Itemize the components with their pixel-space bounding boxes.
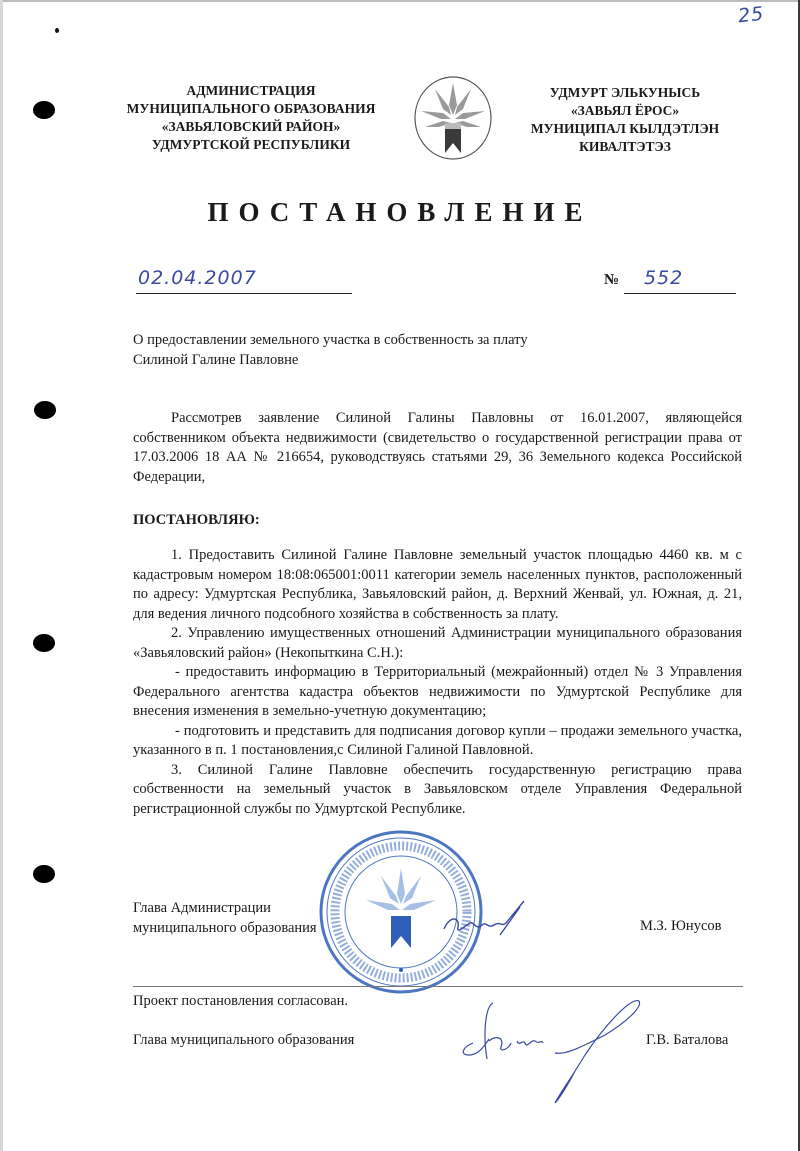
- punch-hole: [33, 634, 55, 652]
- number-value: 552: [644, 267, 684, 289]
- page-number: 25: [736, 2, 766, 28]
- decree-label: ПОСТАНОВЛЯЮ:: [133, 512, 260, 528]
- document-subject: [133, 330, 528, 370]
- header-right-line: МУНИЦИПАЛ КЫЛДЭТЛЭН: [530, 121, 720, 136]
- divider: [133, 986, 743, 987]
- approver-title: Глава муниципального образования: [133, 1032, 355, 1048]
- preamble-text: Рассмотрев заявление Силиной Галины Павловны от 16.01.2007, являющейся собственником объекта недвижимости (свидетельство о государственной регистрации права от 17.03.2006 18 АА № 216654, руководствуясь статьями 29, 36 Земельного кодекса Российской Федерации,: [133, 410, 742, 485]
- head-name: М.З. Юнусов: [640, 918, 722, 934]
- scan-speck: [55, 28, 59, 33]
- page-edge-top: [0, 0, 800, 2]
- approval-note: Проект постановления согласован.: [133, 993, 349, 1009]
- head-signature: [440, 895, 530, 945]
- decree-items: [133, 546, 742, 819]
- head-title-line: Глава Администрации: [133, 900, 271, 916]
- header-left: [116, 82, 386, 154]
- header-right: [520, 84, 730, 156]
- header-right-line: УДМУРТ ЭЛЬКУНЫСЬ: [549, 85, 701, 100]
- punch-hole: [33, 865, 55, 883]
- approver-signature: [455, 995, 645, 1110]
- date-value: 02.04.2007: [138, 267, 257, 289]
- decree-item: 3. Силиной Галине Павловне обеспечить государственную регистрацию права собственности на земельный участок в Завьяловском отделе Управления Федеральной регистрационной службы по Удмуртской Республике.: [133, 761, 742, 817]
- preamble: [133, 409, 742, 487]
- page-edge-left: [0, 0, 3, 1151]
- subject-line: О предоставлении земельного участка в собственность за плату: [133, 332, 528, 348]
- decree-subitem: - предоставить информацию в Территориальный (межрайонный) отдел № 3 Управления Федерального агентства кадастра объектов недвижимости по Удмуртской Республике для внесения изменения в земельно-учетную документацию;: [133, 664, 742, 719]
- header-right-line: «ЗАВЬЯЛ ЁРОС»: [570, 103, 680, 118]
- header-left-line: МУНИЦИПАЛЬНОГО ОБРАЗОВАНИЯ: [126, 101, 376, 116]
- head-title: [133, 898, 317, 938]
- header-left-line: «ЗАВЬЯЛОВСКИЙ РАЙОН»: [161, 119, 341, 134]
- number-label: №: [604, 272, 620, 288]
- document-title: ПОСТАНОВЛЕНИЕ: [207, 197, 593, 227]
- date-field: [136, 265, 352, 294]
- punch-hole: [33, 101, 55, 119]
- punch-hole: [34, 401, 56, 419]
- header-left-line: АДМИНИСТРАЦИЯ: [186, 83, 316, 98]
- municipal-emblem-icon: [413, 75, 493, 161]
- decree-subitem: - подготовить и представить для подписания договор купли – продажи земельного участка, указанного в п. 1 постановления,с Силиной Галиной Павловной.: [133, 722, 742, 758]
- header-left-line: УДМУРТСКОЙ РЕСПУБЛИКИ: [151, 137, 351, 152]
- number-field: [624, 265, 736, 294]
- approver-name: Г.В. Баталова: [646, 1032, 729, 1048]
- decree-item: 2. Управлению имущественных отношений Администрации муниципального образования «Завьяловский район» (Некопыткина С.Н.):: [133, 625, 742, 661]
- decree-item: 1. Предоставить Силиной Галине Павловне земельный участок площадью 4460 кв. м с кадастровым номером 18:08:065001:0011 категории земель населенных пунктов, расположенный по адресу: Удмуртская Республика, Завьяловский район, д. Верхний Женвай, ул. Южная, д. 21, для ведения личного подсобного хозяйства в собственность за плату.: [133, 547, 742, 622]
- subject-line: Силиной Галине Павловне: [133, 352, 299, 368]
- head-title-line: муниципального образования: [133, 920, 317, 936]
- header-right-line: КИВАЛТЭТЭЗ: [579, 139, 671, 154]
